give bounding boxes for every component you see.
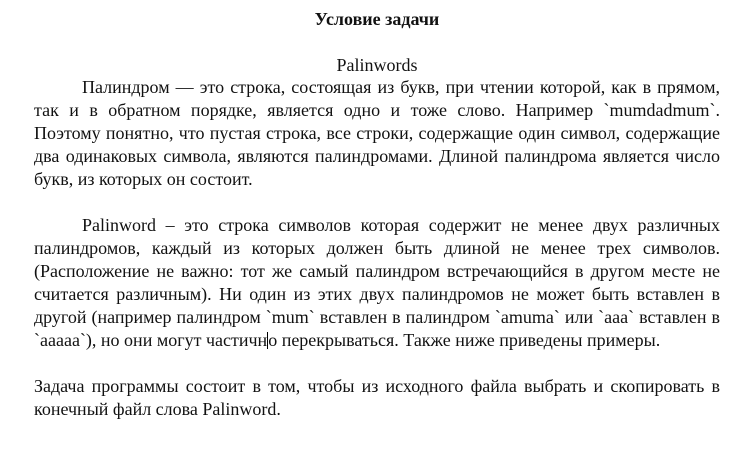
paragraph-task: [34, 375, 720, 421]
paragraph-1-text: Палиндром — это строка, состоящая из букв, при чтении которой, как в прямом, так и в обратном порядке, является одно и тоже слово. Например `mumdadmum`. Поэтому понятно, что пустая строка, все строки, содержащие один символ, содержащие два одинаковых символа, являются палиндромами. Длиной палиндрома является число букв, из которых он состоит.: [34, 77, 720, 189]
problem-title: Palinwords: [336, 55, 418, 75]
paragraph-2-text-before-cursor: Palinword – это строка символов которая содержит не менее двух различных палиндромов, каждый из которых должен быть длиной не менее трех символов. (Расположение не важно: тот же самый палиндром встречающийся в другом месте не считается различным). Ни один из этих двух палиндромов не может быть вставлен в другой (например палиндром `mum` вставлен в палиндром `amuma` или `aaa` вставлен в `aaaaa`), но они могут частичн: [34, 215, 720, 350]
paragraph-3-text: Задача программы состоит в том, чтобы из исходного файла выбрать и скопировать в конечный файл слова Palinword.: [34, 376, 720, 419]
paragraph-palindrome-definition: [34, 76, 720, 191]
paragraph-spacer: [34, 352, 720, 375]
paragraph-spacer: [34, 191, 720, 214]
document-page: [34, 8, 720, 421]
paragraph-2-text-after-cursor: о перекрываться. Также ниже приведены примеры.: [268, 330, 661, 350]
section-heading: Условие задачи: [314, 9, 440, 29]
paragraph-palinword-definition[interactable]: [34, 214, 720, 352]
